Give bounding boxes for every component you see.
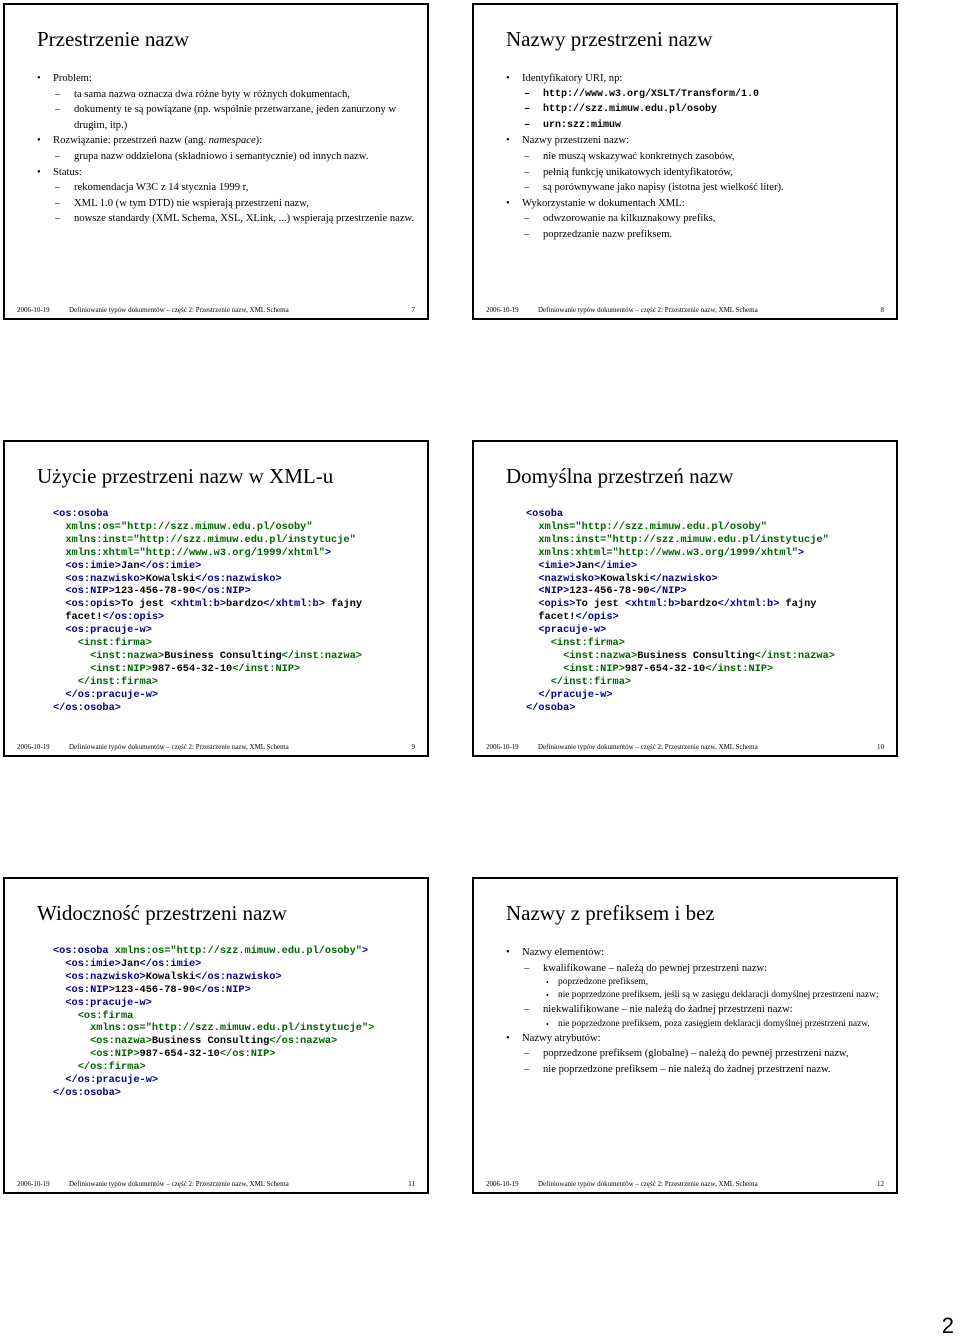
xml-code-block: <os:osoba xmlns:os="http://szz.mimuw.edu.pl/osoby"> <os:imie>Jan</os:imie> <os:nazwisko>Kowalski</os:nazwisko> <os:NIP>123-456-78-90</os:NIP> <os:pracuje-w> <os:firma xmlns:os="http://szz.mimuw.edu.pl/instytucje"> <os:nazwa>Business Consulting</os:nazwa> <os:NIP>987-654-32-10</os:NIP> </os:firma> </os:pracuje-w> </os:osoba> (53, 945, 375, 1099)
footer-date: 2006-10-19 (486, 743, 519, 751)
footer-text: Definiowanie typów dokumentów – część 2: Przestrzenie nazw, XML Schema (538, 743, 758, 751)
slide-title: Nazwy przestrzeni nazw (506, 27, 713, 51)
footer-text: Definiowanie typów dokumentów – część 2: Przestrzenie nazw, XML Schema (69, 306, 289, 314)
footer-text: Definiowanie typów dokumentów – część 2: Przestrzenie nazw, XML Schema (69, 743, 289, 751)
slide-footer (486, 306, 884, 314)
page-number: 2 (941, 1313, 954, 1338)
footer-date: 2006-10-19 (486, 306, 519, 314)
slide-body (506, 945, 884, 1078)
slide-title: Nazwy z prefiksem i bez (506, 901, 715, 925)
slide-10 (472, 440, 898, 757)
slide-title: Przestrzenie nazw (37, 27, 190, 51)
sub-bullet: – są porównywane jako napisy (istotna jest wielkość liter). (506, 180, 884, 196)
sub-bullet-uri: – http://szz.mimuw.edu.pl/osoby (506, 102, 884, 118)
slide-footer (17, 743, 415, 751)
footer-date: 2006-10-19 (17, 306, 50, 314)
sub-sub-bullet: • poprzedzone prefiksem, (506, 976, 884, 989)
sub-bullet: – grupa nazw oddzielona (składniowo i semantycznie) od innych nazw. (37, 149, 415, 165)
sub-bullet: – nie muszą wskazywać konkretnych zasobów, (506, 149, 884, 165)
bullet: • Nazwy przestrzeni nazw: (506, 133, 884, 149)
footer-text: Definiowanie typów dokumentów – część 2: Przestrzenie nazw, XML Schema (538, 1180, 758, 1188)
slide-footer (17, 306, 415, 314)
slide-number: 10 (877, 743, 884, 751)
slide-footer (17, 1180, 415, 1188)
bullet: • Identyfikatory URI, np: (506, 71, 884, 87)
footer-date: 2006-10-19 (486, 1180, 519, 1188)
slide-number: 7 (411, 306, 415, 314)
sub-bullet-uri: – http://www.w3.org/XSLT/Transform/1.0 (506, 87, 884, 103)
sub-bullet: – odwzorowanie na kilkuznakowy prefiks, (506, 211, 884, 227)
slide-footer (486, 1180, 884, 1188)
sub-bullet: – kwalifikowane – należą do pewnej przestrzeni nazw: (506, 961, 884, 977)
footer-date: 2006-10-19 (17, 1180, 50, 1188)
sub-sub-bullet: • nie poprzedzone prefiksem, jeśli są w zasięgu deklaracji domyślnej przestrzeni nazw; (506, 989, 884, 1002)
sub-bullet: – rekomendacja W3C z 14 stycznia 1999 r, (37, 180, 415, 196)
sub-bullet: – XML 1.0 (w tym DTD) nie wspierają przestrzeni nazw, (37, 196, 415, 212)
slide-body (506, 71, 884, 243)
xml-code-block: <os:osoba xmlns:os="http://szz.mimuw.edu.pl/osoby" xmlns:inst="http://szz.mimuw.edu.pl/instytucje" xmlns:xhtml="http://www.w3.org/1999/xhtml"> <os:imie>Jan</os:imie> <os:nazwisko>Kowalski</os:nazwisko> <os:NIP>123-456-78-90</os:NIP> <os:opis>To jest <xhtml:b>bardzo</xhtml:b> fajny facet!</os:opis> <os:pracuje-w> <inst:firma> <inst:nazwa>Business Consulting</inst:nazwa> <inst:NIP>987-654-32-10</inst:NIP> </inst:firma> </os:pracuje-w> </os:osoba> (53, 508, 362, 714)
slide-body (37, 71, 415, 227)
sub-bullet: – niekwalifikowane – nie należą do żadnej przestrzeni nazw: (506, 1002, 884, 1018)
bullet: • Wykorzystanie w dokumentach XML: (506, 196, 884, 212)
bullet-text: ): (255, 135, 263, 147)
sub-bullet: – nie poprzedzone prefiksem – nie należą do żadnej przestrzeni nazw. (506, 1062, 884, 1078)
footer-text: Definiowanie typów dokumentów – część 2: Przestrzenie nazw, XML Schema (538, 306, 758, 314)
footer-text: Definiowanie typów dokumentów – część 2: Przestrzenie nazw, XML Schema (69, 1180, 289, 1188)
bullet: • Nazwy elementów: (506, 945, 884, 961)
slide-11 (3, 877, 429, 1194)
sub-bullet: – dokumenty te są powiązane (np. wspólnie przetwarzane, jeden zanurzony w drugim, itp.) (37, 102, 415, 133)
slide-title: Domyślna przestrzeń nazw (506, 464, 734, 488)
sub-bullet: – poprzedzanie nazw prefiksem. (506, 227, 884, 243)
sub-bullet: – poprzedzone prefiksem (globalne) – należą do pewnej przestrzeni nazw, (506, 1046, 884, 1062)
bullet-italic: namespace (208, 135, 256, 147)
bullet-text: Rozwiązanie: przestrzeń nazw (ang. (53, 135, 209, 147)
slide-number: 12 (877, 1180, 884, 1188)
slide-7 (3, 3, 429, 320)
bullet: • Status: (37, 165, 415, 181)
sub-bullet: – ta sama nazwa oznacza dwa różne byty w różnych dokumentach, (37, 87, 415, 103)
slide-8 (472, 3, 898, 320)
sub-bullet: – nowsze standardy (XML Schema, XSL, XLink, ...) wspierają przestrzenie nazw. (37, 211, 415, 227)
slide-title: Widoczność przestrzeni nazw (37, 901, 287, 925)
sub-sub-bullet: • nie poprzedzone prefiksem, poza zasięgiem deklaracji domyślnej przestrzeni nazw. (506, 1018, 884, 1031)
slide-number: 11 (408, 1180, 415, 1188)
slide-12 (472, 877, 898, 1194)
sub-bullet: – pełnią funkcję unikatowych identyfikatorów, (506, 165, 884, 181)
slide-footer (486, 743, 884, 751)
xml-code-block: <osoba xmlns="http://szz.mimuw.edu.pl/osoby" xmlns:inst="http://szz.mimuw.edu.pl/instytucje" xmlns:xhtml="http://www.w3.org/1999/xhtml"> <imie>Jan</imie> <nazwisko>Kowalski</nazwisko> <NIP>123-456-78-90</NIP> <opis>To jest <xhtml:b>bardzo</xhtml:b> fajny facet!</opis> <pracuje-w> <inst:firma> <inst:nazwa>Business Consulting</inst:nazwa> <inst:NIP>987-654-32-10</inst:NIP> </inst:firma> </pracuje-w> </osoba> (526, 508, 835, 714)
slide-number: 9 (411, 743, 415, 751)
footer-date: 2006-10-19 (17, 743, 50, 751)
slide-title: Użycie przestrzeni nazw w XML-u (37, 464, 334, 488)
bullet: • Nazwy atrybutów: (506, 1031, 884, 1047)
slide-number: 8 (880, 306, 884, 314)
bullet: • Problem: (37, 71, 415, 87)
bullet (37, 133, 415, 149)
slide-9 (3, 440, 429, 757)
sub-bullet-uri: – urn:szz:mimuw (506, 118, 884, 134)
